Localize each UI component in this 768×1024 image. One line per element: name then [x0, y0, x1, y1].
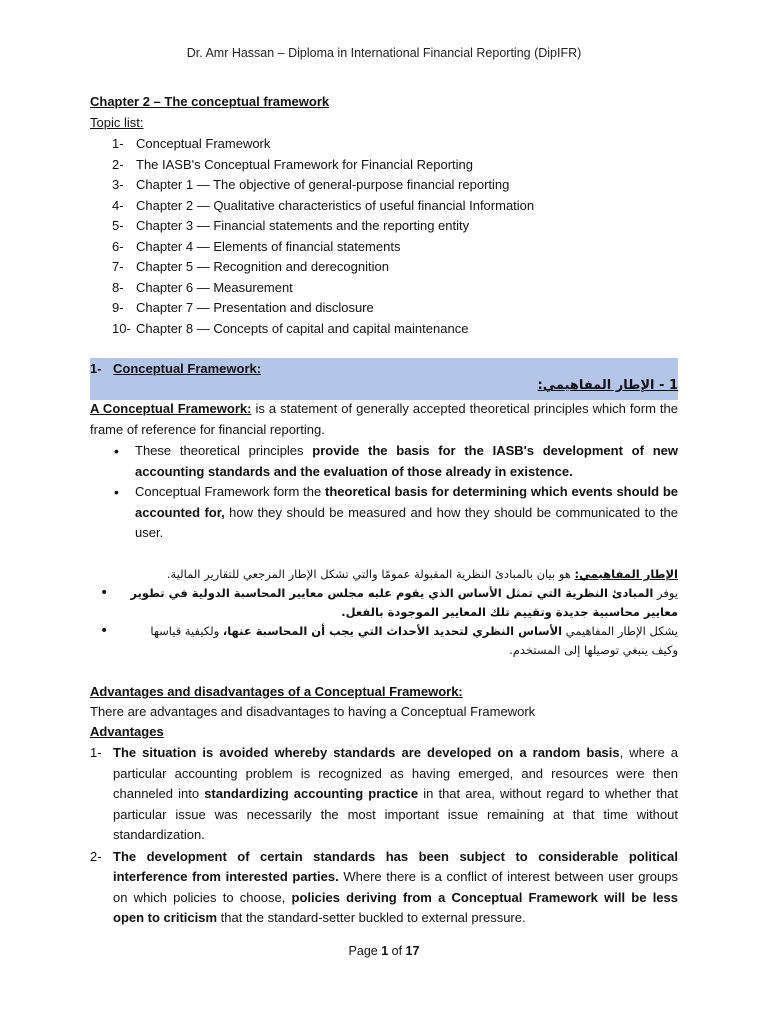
topic-item: 6- Chapter 4 — Elements of financial statements	[112, 238, 401, 254]
section-heading-en: 1- Conceptual Framework:	[90, 361, 262, 376]
topic-item: 4- Chapter 2 — Qualitative characteristics of useful financial Information	[112, 197, 535, 213]
topic-item: 9- Chapter 7 — Presentation and disclosure	[112, 300, 374, 315]
section-heading-band	[90, 358, 678, 400]
advantages-subheading: Advantages	[90, 724, 164, 739]
topic-item: 1- Conceptual Framework	[112, 136, 271, 151]
page-header: Dr. Amr Hassan – Diploma in International Financial Reporting (DipIFR)	[186, 46, 582, 60]
topic-item: 7- Chapter 5 — Recognition and derecognition	[112, 259, 389, 274]
list-item: 2- The development of certain standards has been subject to considerable political interference from interested parties. Where there is a conflict of interest between user groups on which policies to choose, policies deriving from a Conceptual Framework will be less open to criticism that the standard-setter buckled to external pressure.	[90, 848, 678, 925]
topic-item: 8- Chapter 6 — Measurement	[112, 279, 293, 295]
topic-list-label: Topic list:	[90, 115, 144, 130]
list-item: • يشكل الإطار المفاهيمي الأساس النظري لتحديد الأحداث التي يجب أن المحاسبة عنها، ولكيفية قياسها وكيف ينبغي توصيلها إلى المستخدم.	[90, 622, 678, 660]
list-item: • These theoretical principles provide the basis for the IASB's development of new accounting standards and the evaluation of those already in existence.	[90, 441, 678, 482]
advantages-intro: There are advantages and disadvantages to having a Conceptual Framework	[90, 704, 536, 719]
list-item: 1- The situation is avoided whereby standards are developed on a random basis, where a particular accounting problem is recognized as having emerged, and resources were then channeled into standardizing accounting practice in that area, without regard to whether that particular issue was necessarily the most important issue remaining at that time without standardization.	[90, 745, 678, 842]
definition-bullets	[90, 441, 678, 544]
arabic-bullets	[90, 584, 678, 660]
advantages-heading: Advantages and disadvantages of a Conceptual Framework:	[90, 684, 463, 699]
section-heading-ar: 1 - الإطار المفاهيمي:	[537, 378, 678, 393]
topic-item: 10- Chapter 8 — Concepts of capital and capital maintenance	[112, 320, 469, 336]
arabic-definition: الإطار المفاهيمي: هو بيان بالمبادئ النظرية المقبولة عمومًا والتي تشكل الإطار المرجعي للتقارير المالية.	[166, 567, 678, 581]
advantages-list	[90, 743, 678, 930]
chapter-title: Chapter 2 – The conceptual framework	[90, 94, 330, 109]
topic-item: 2- The IASB's Conceptual Framework for Financial Reporting	[112, 156, 474, 172]
topic-list	[112, 134, 534, 339]
page-footer: Page 1 of 17	[348, 944, 420, 958]
topic-item: 5- Chapter 3 — Financial statements and the reporting entity	[112, 218, 470, 233]
list-item: • Conceptual Framework form the theoretical basis for determining which events should be accounted for, how they should be measured and how they should be communicated to the user.	[90, 482, 678, 544]
definition-paragraph: A Conceptual Framework: is a statement of generally accepted theoretical principles which form the frame of reference for financial reporting.	[90, 401, 678, 437]
topic-item: 3- Chapter 1 — The objective of general-purpose financial reporting	[112, 177, 510, 192]
list-item: • يوفر المبادئ النظرية التي تمثل الأساس الذي يقوم عليه مجلس معايير المحاسبة الدولية في تطوير معايير محاسبية جديدة وتقييم تلك المعايير الموجودة بالفعل.	[90, 584, 678, 622]
